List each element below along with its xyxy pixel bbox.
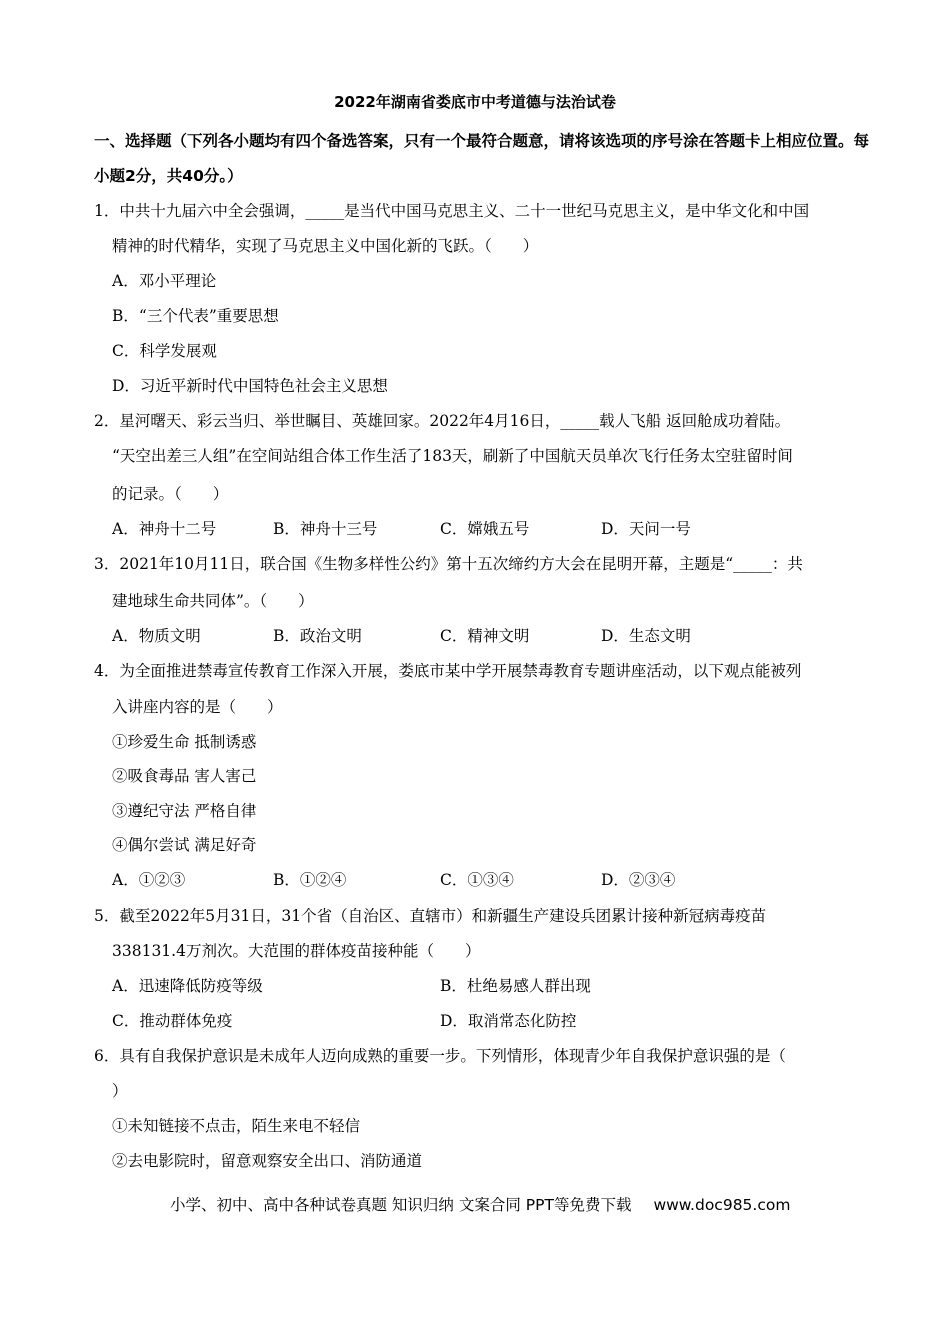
q1-line-2: 精神的时代精华，实现了马克思主义中国化新的飞跃。（ ） [112, 237, 539, 255]
q6-statement-1: ①未知链接不点击，陌生来电不轻信 [112, 1117, 361, 1135]
q1-option-c: C．科学发展观 [112, 342, 217, 360]
page-footer [170, 1193, 790, 1215]
q2-line-2: “天空出差三人组”在空间站组合体工作生活了183天，刷新了中国航天员单次飞行任务太空驻留时间 [112, 447, 793, 465]
q4-option-b: B．①②④ [273, 871, 347, 889]
q1-line-1: 1．中共十九届六中全会强调，_____是当代中国马克思主义、二十一世纪马克思主义，是中华文化和中国 [94, 202, 810, 220]
q4-option-c: C．①③④ [440, 871, 514, 889]
exam-title: 2022年湖南省娄底市中考道德与法治试卷 [334, 93, 616, 111]
q1-option-b: B．“三个代表”重要思想 [112, 307, 279, 325]
q6-statement-2: ②去电影院时，留意观察安全出口、消防通道 [112, 1152, 423, 1170]
q2-option-d: D．天问一号 [601, 520, 691, 538]
footer-url[interactable]: www.doc985.com [653, 1196, 791, 1214]
q2-option-a: A．神舟十二号 [112, 520, 217, 538]
q4-statement-4: ④偶尔尝试 满足好奇 [112, 836, 257, 854]
q3-option-d: D．生态文明 [601, 627, 691, 645]
q4-statement-3: ③遵纪守法 严格自律 [112, 802, 257, 820]
q5-option-c: C．推动群体免疫 [112, 1012, 233, 1030]
q4-line-2: 入讲座内容的是（ ） [112, 698, 283, 716]
q4-line-1: 4．为全面推进禁毒宣传教育工作深入开展，娄底市某中学开展禁毒教育专题讲座活动，以下观点能被列 [94, 662, 802, 680]
q5-option-b: B．杜绝易感人群出现 [440, 977, 591, 995]
section-heading: 一、选择题（下列各小题均有四个备选答案，只有一个最符合题意，请将该选项的序号涂在答题卡上相应位置。每小题2分，共40分。） [94, 132, 870, 185]
q3-line-2: 建地球生命共同体”。（ ） [112, 592, 314, 610]
q4-statement-2: ②吸食毒品 害人害己 [112, 767, 257, 785]
footer-text: 小学、初中、高中各种试卷真题 知识归纳 文案合同 PPT等免费下载 [170, 1196, 632, 1214]
q5-line-1: 5．截至2022年5月31日，31个省（自治区、直辖市）和新疆生产建设兵团累计接种新冠病毒疫苗 [94, 907, 767, 925]
q5-line-2: 338131.4万剂次。大范围的群体疫苗接种能（ ） [112, 942, 481, 960]
q4-statement-1: ①珍爱生命 抵制诱惑 [112, 733, 257, 751]
q2-line-3: 的记录。（ ） [112, 485, 229, 503]
q3-option-a: A．物质文明 [112, 627, 201, 645]
q6-line-2: ） [112, 1082, 128, 1100]
q3-option-b: B．政治文明 [273, 627, 362, 645]
q6-line-1: 6．具有自我保护意识是未成年人迈向成熟的重要一步。下列情形，体现青少年自我保护意识强的是（ [94, 1047, 786, 1065]
q5-option-a: A．迅速降低防疫等级 [112, 977, 263, 995]
q2-option-b: B．神舟十三号 [273, 520, 378, 538]
q1-option-d: D．习近平新时代中国特色社会主义思想 [112, 377, 388, 395]
q2-option-c: C．嫦娥五号 [440, 520, 530, 538]
q3-option-c: C．精神文明 [440, 627, 530, 645]
q3-line-1: 3．2021年10月11日，联合国《生物多样性公约》第十五次缔约方大会在昆明开幕，主题是“_____：共 [94, 555, 803, 573]
q4-option-d: D．②③④ [601, 871, 676, 889]
q4-option-a: A．①②③ [112, 871, 186, 889]
q5-option-d: D．取消常态化防控 [440, 1012, 577, 1030]
q2-line-1: 2．星河曙天、彩云当归、举世瞩目、英雄回家。2022年4月16日，_____载人飞船 返回舱成功着陆。 [94, 412, 791, 430]
q1-option-a: A．邓小平理论 [112, 272, 217, 290]
